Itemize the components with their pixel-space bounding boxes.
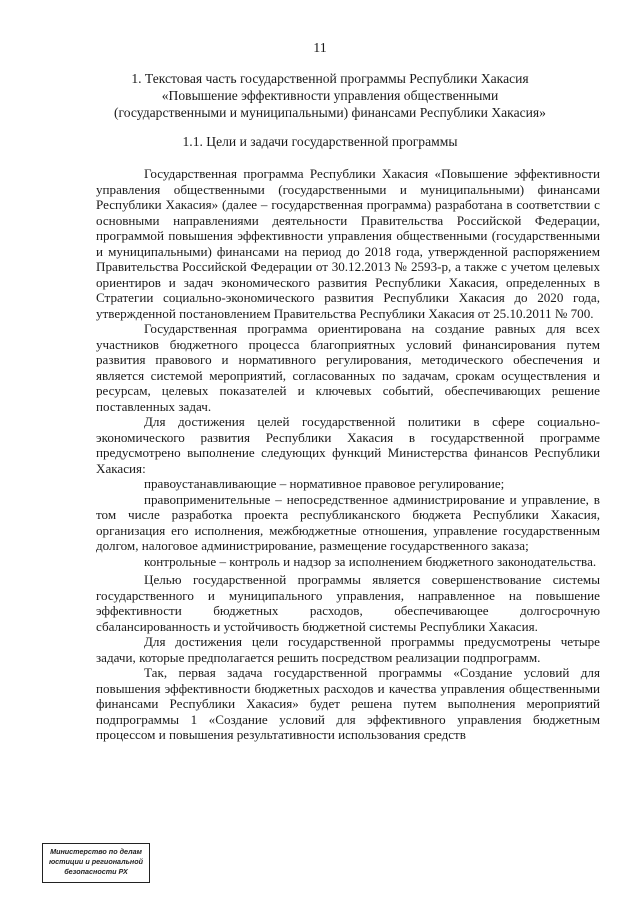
heading-line-3: (государственными и муниципальными) финансами Республики Хакасия» <box>114 105 546 120</box>
stamp-line-2: юстиции и региональной <box>49 857 143 866</box>
paragraph-functions-intro: Для достижения целей государственной политики в сфере социально-экономического развития Республики Хакасия в государственной программе предусмотрено выполнение следующих функций Министерства финансов Республики Хакасия: <box>96 414 600 476</box>
paragraph-program-basis: Государственная программа Республики Хакасия «Повышение эффективности управления общественными (государственными и муниципальными) финансами Республики Хакасия» (далее – государственная программа) разработана в соответствии с основными направлениями деятельности Правительства Российской Федерации, программой повышения эффективности управления общественными (государственными и муниципальными) финансами на период до 2018 года, утвержденной распоряжением Правительства Российской Федерации от 30.12.2013 № 2593-р, а также с учетом целевых ориентиров и задач экономического развития Республики Хакасия, определенных в Стратегии социально-экономического развития Республики Хакасия до 2020 года, утвержденной постановлением Правительства Республики Хакасия от 25.10.2011 № 700. <box>96 166 600 321</box>
stamp-line-3: безопасности РХ <box>64 867 128 876</box>
section-heading <box>80 70 580 121</box>
list-item-regulatory: правоустанавливающие – нормативное правовое регулирование; <box>144 476 505 491</box>
page-number: 11 <box>313 41 327 56</box>
stamp-line-1: Министерство по делам <box>50 847 142 856</box>
list-item-administrative: правоприменительные – непосредственное администрирование и управление, в том числе разработка проекта республиканского бюджета Республики Хакасия, организация его исполнения, межбюджетные отношения, управление государственным долгом, налоговое администрирование, размещение государственного заказа; <box>96 491 600 553</box>
paragraph-tasks: Для достижения цели государственной программы предусмотрены четыре задачи, которые предполагается решить посредством реализации подпрограмм. <box>96 634 600 665</box>
paragraph-program-goal: Целью государственной программы является совершенствование системы государственного и муниципального управления, направленное на повышение эффективности бюджетных расходов, обеспечивающее долгосрочную сбалансированность и устойчивость бюджетной системы Республики Хакасия. <box>96 572 600 634</box>
ministry-stamp <box>42 843 150 883</box>
list-item-control: контрольные – контроль и надзор за исполнением бюджетного законодательства. <box>144 553 597 569</box>
heading-line-2: «Повышение эффективности управления общественными <box>161 88 499 103</box>
paragraph-first-task: Так, первая задача государственной программы «Создание условий для повышения эффективности бюджетных расходов и качества управления общественными финансами Республики Хакасия» будет решена путем выполнения мероприятий подпрограммы 1 «Создание условий для эффективного управления бюджетным процессом и повышения результативности использования средств <box>96 665 600 742</box>
body-text <box>96 166 600 743</box>
heading-line-1: 1. Текстовая часть государственной программы Республики Хакасия <box>131 71 529 86</box>
paragraph-program-orientation: Государственная программа ориентирована на создание равных для всех участников бюджетного процесса благоприятных условий финансирования путем развития правового и нормативного регулирования, методического обеспечения и является системой мероприятий, согласованных по задачам, срокам осуществления и ресурсам, целевых показателей и ключевых событий, обеспечивающих решение поставленных задач. <box>96 321 600 414</box>
subsection-heading: 1.1. Цели и задачи государственной программы <box>182 134 458 149</box>
